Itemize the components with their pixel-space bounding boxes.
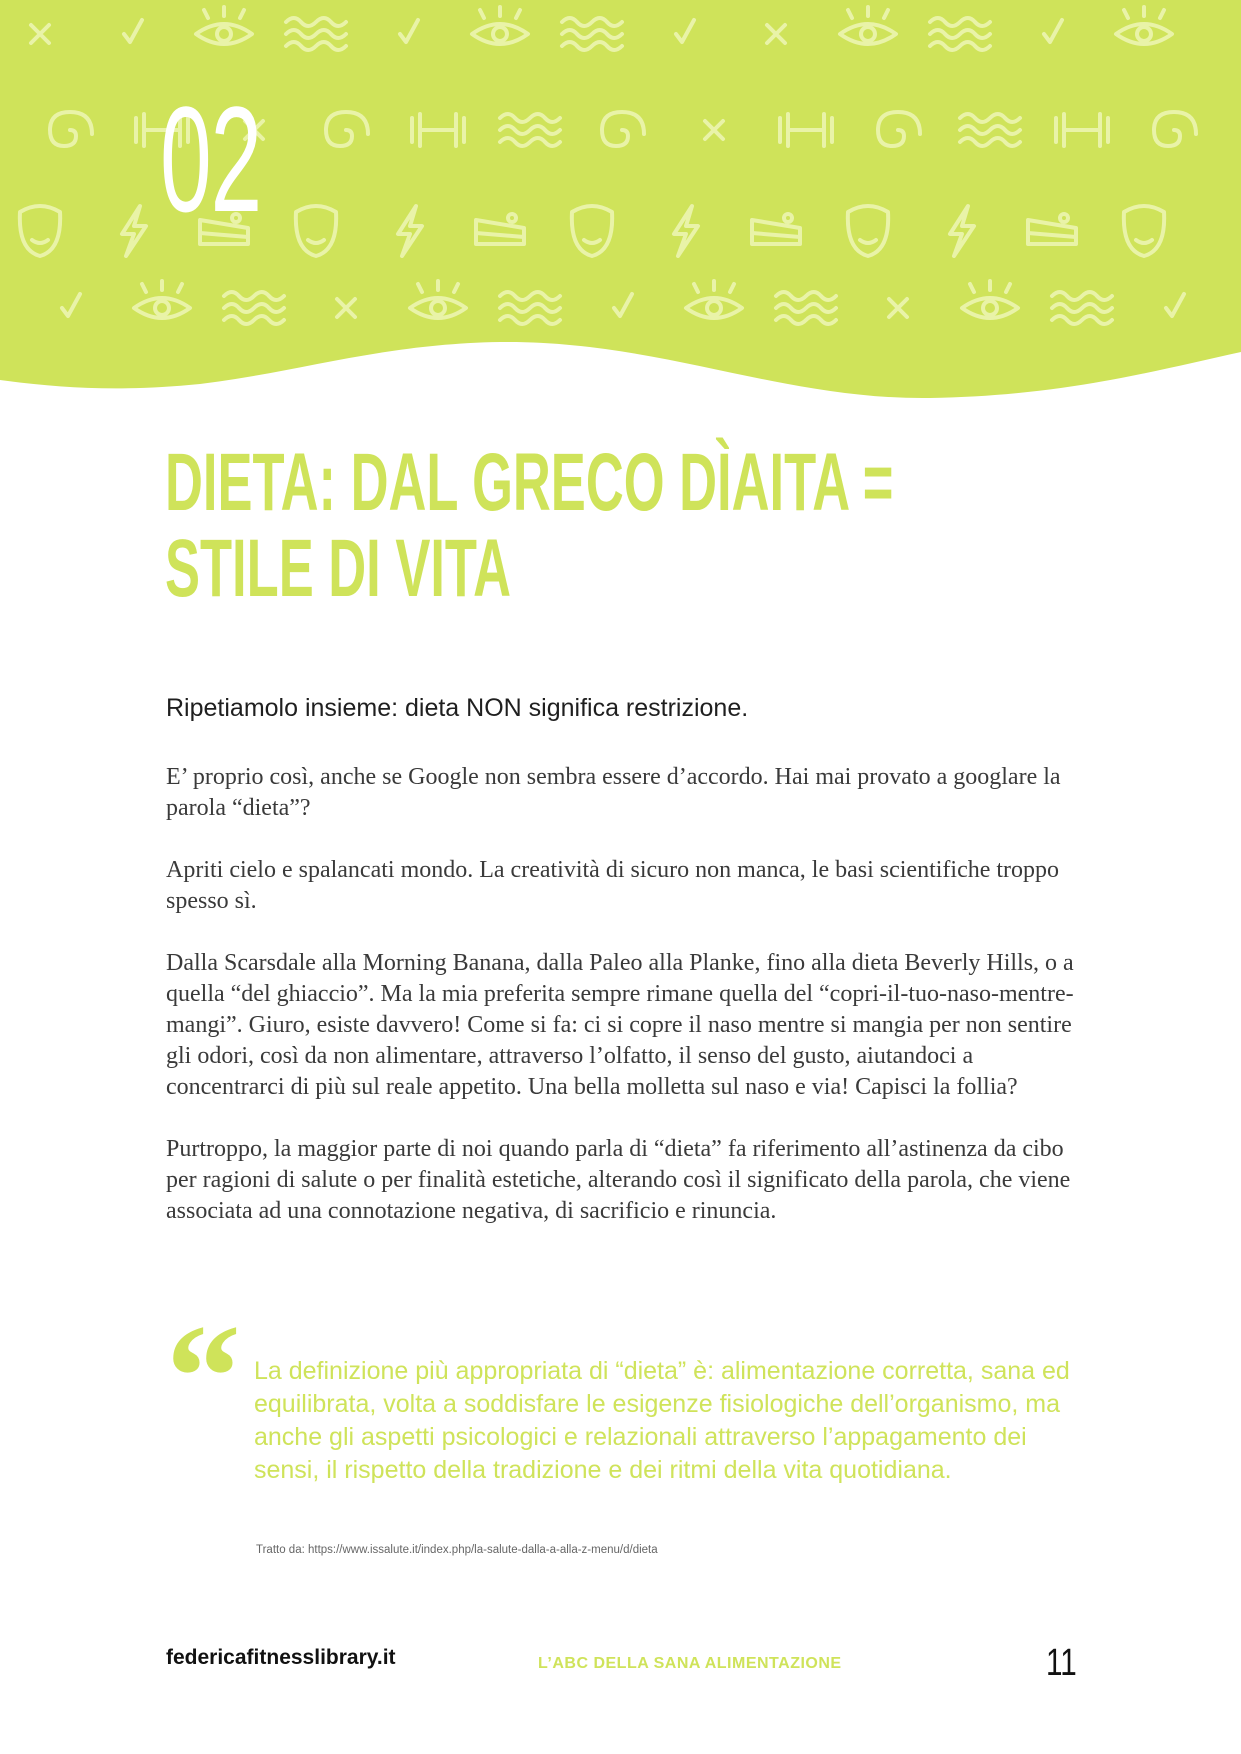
title-line-2: STILE DI VITA: [165, 523, 511, 614]
footer-site: federicafitnesslibrary.it: [166, 1646, 396, 1669]
chapter-number: 02: [160, 75, 261, 243]
page-number: 11: [1046, 1642, 1077, 1684]
paragraph-4: Purtroppo, la maggior parte di noi quando parla di “dieta” fa riferimento all’astinenza da cibo per ragioni di salute o per finalità estetiche, alterando così il significato della parola, che viene associata ad una connotazione negativa, di sacrificio e rinuncia.: [166, 1136, 1071, 1224]
page-title: [165, 437, 933, 614]
paragraph-1: E’ proprio così, anche se Google non sembra essere d’accordo. Hai mai provato a googlare la parola “dieta”?: [166, 764, 1061, 821]
paragraph-3: Dalla Scarsdale alla Morning Banana, dalla Paleo alla Planke, fino alla dieta Beverly Hills, o a quella “del ghiaccio”. Ma la mia preferita sempre rimane quella del “copri-il-tuo-naso-mentre-mangi”. Giuro, esiste davvero! Come si fa: ci si copre il naso mentre si mangia per non sentire gli odori, così da non alimentare, attraverso l’olfatto, il senso del gusto, aiutandoci a concentrarci di più sul reale appetito. Una bella molletta sul naso e via! Capisci la follia?: [166, 950, 1074, 1100]
lead-sentence: Ripetiamolo insieme: dieta NON significa restrizione.: [166, 694, 749, 722]
quote-mark-icon: “: [166, 1294, 241, 1460]
paragraph-2: Apriti cielo e spalancati mondo. La creatività di sicuro non manca, le basi scientifiche troppo spesso sì.: [166, 857, 1060, 914]
pull-quote: La definizione più appropriata di “dieta” è: alimentazione corretta, sana ed equilibrata, volta a soddisfare le esigenze fisiologiche dell’organismo, ma anche gli aspetti psicologici e relazionali attraverso l’appagamento dei sensi, il rispetto della tradizione e dei ritmi della vita quotidiana.: [254, 1357, 1070, 1484]
footer-book-title: L’ABC DELLA SANA ALIMENTAZIONE: [538, 1655, 842, 1672]
quote-source: Tratto da: https://www.issalute.it/index.php/la-salute-dalla-a-alla-z-menu/d/dieta: [256, 1544, 658, 1556]
body-text: [166, 762, 1086, 1258]
title-line-1: DIETA: DAL GRECO DÌAITA =: [165, 437, 894, 528]
